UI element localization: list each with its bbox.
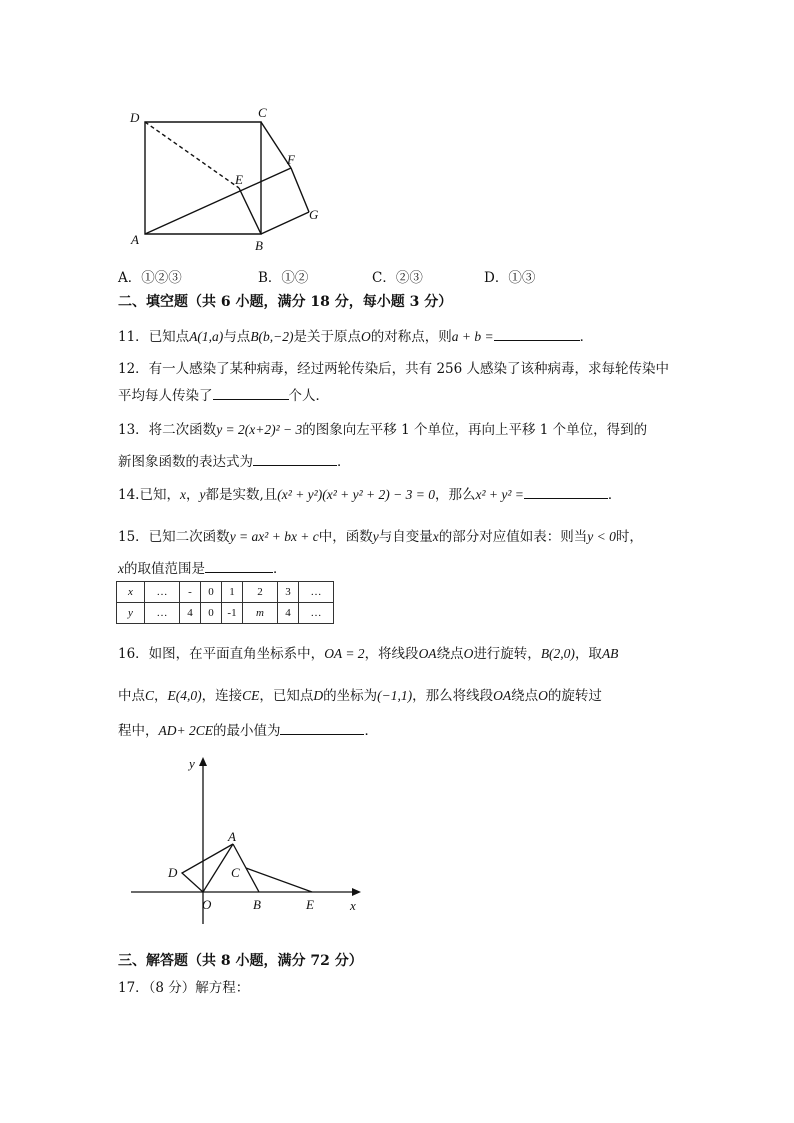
label-e: E — [235, 172, 243, 187]
table-cell: -1 — [222, 603, 243, 624]
table-cell: … — [145, 582, 180, 603]
question-14: 14.已知，x，y都是实数,且(x² + y²)(x² + y² + 2) − 3 = 0，那么x² + y² = ． — [118, 483, 621, 503]
answer-blank-15[interactable] — [205, 558, 273, 573]
table-cell: 0 — [201, 582, 222, 603]
segment-oa — [203, 844, 233, 892]
table-cell: 4 — [278, 603, 299, 624]
answer-blank-13[interactable] — [253, 451, 337, 466]
question-17: 17．（8 分）解方程： — [118, 980, 250, 996]
table-cell: … — [145, 603, 180, 624]
label-d: D — [168, 865, 178, 880]
y-axis-arrow-icon — [199, 757, 207, 766]
question-13-line-1: 13．将二次函数y = 2(x+2)² − 3的图象向左平移 1 个单位，再向上平移 1 个单位，得到的 — [118, 422, 648, 438]
table-cell: y — [117, 603, 145, 624]
segment-be — [239, 188, 261, 234]
q10-geometry-figure — [125, 108, 335, 256]
question-12-line-2: 平均每人传染了 个人． — [118, 384, 329, 404]
segment-af — [145, 168, 291, 234]
question-16-line-1: 16．如图，在平面直角坐标系中，OA = 2，将线段OA绕点O进行旋转，B(2,0)，取AB — [118, 646, 619, 662]
label-g: G — [309, 207, 319, 222]
q10-option-d[interactable]: D．①③ — [484, 270, 536, 286]
segment-fg — [291, 168, 309, 212]
question-15-line-2: x的取值范围是 ． — [118, 557, 287, 577]
q10-option-c[interactable]: C．②③ — [372, 270, 423, 286]
table-cell: 0 — [201, 603, 222, 624]
question-16-line-3: 程中，AD+ 2CE的最小值为 ． — [118, 719, 378, 739]
question-11: 11．已知点A(1,a)与点B(b,−2)是关于原点O的对称点，则a + b = ． — [118, 325, 593, 345]
question-12-line-1: 12．有一人感染了某种病毒，经过两轮传染后，共有 256 人感染了该种病毒，求每轮传染中 — [118, 361, 670, 377]
table-cell: … — [299, 582, 334, 603]
section-2-heading: 二、填空题（共 6 小题，满分 18 分，每小题 3 分） — [118, 294, 453, 310]
label-c: C — [258, 108, 267, 120]
q16-coordinate-figure — [125, 752, 365, 927]
table-cell: 4 — [180, 603, 201, 624]
table-row-y — [117, 603, 334, 624]
table-cell: x — [117, 582, 145, 603]
table-cell: m — [243, 603, 278, 624]
label-b: B — [255, 238, 263, 253]
question-15-line-1: 15．已知二次函数y = ax² + bx + c中，函数y与自变量x的部分对应值如表：则当y < 0时， — [118, 529, 643, 545]
label-a: A — [131, 232, 139, 247]
label-x: x — [350, 898, 356, 913]
answer-blank-12[interactable] — [213, 385, 289, 400]
label-e: E — [306, 897, 314, 912]
table-cell: 3 — [278, 582, 299, 603]
table-row-x — [117, 582, 334, 603]
answer-blank-16[interactable] — [280, 720, 364, 735]
question-13-line-2: 新图象函数的表达式为 ． — [118, 450, 351, 470]
label-b: B — [253, 897, 261, 912]
question-16-line-2: 中点C，E(4,0)，连接CE，已知点D的坐标为(−1,1)，那么将线段OA绕点O的旋转过 — [118, 688, 602, 704]
segment-bg — [261, 212, 309, 234]
table-cell: - — [180, 582, 201, 603]
q10-option-a[interactable]: A．①②③ — [118, 270, 182, 286]
label-f: F — [287, 152, 295, 167]
label-y: y — [189, 756, 195, 771]
x-axis-arrow-icon — [352, 888, 361, 896]
answer-blank-14[interactable] — [524, 484, 608, 499]
segment-ce — [246, 868, 312, 892]
label-o: O — [202, 897, 212, 912]
segment-de-dashed — [145, 122, 239, 188]
table-cell: 1 — [222, 582, 243, 603]
label-c: C — [231, 865, 240, 880]
label-d: D — [130, 110, 140, 125]
value-table — [116, 581, 334, 624]
label-a: A — [228, 829, 236, 844]
section-3-heading: 三、解答题（共 8 小题，满分 72 分） — [118, 953, 363, 969]
square-abcd — [145, 122, 261, 234]
q10-option-b[interactable]: B．①② — [258, 270, 309, 286]
table-cell: 2 — [243, 582, 278, 603]
table-cell: … — [299, 603, 334, 624]
answer-blank-11[interactable] — [494, 326, 580, 341]
